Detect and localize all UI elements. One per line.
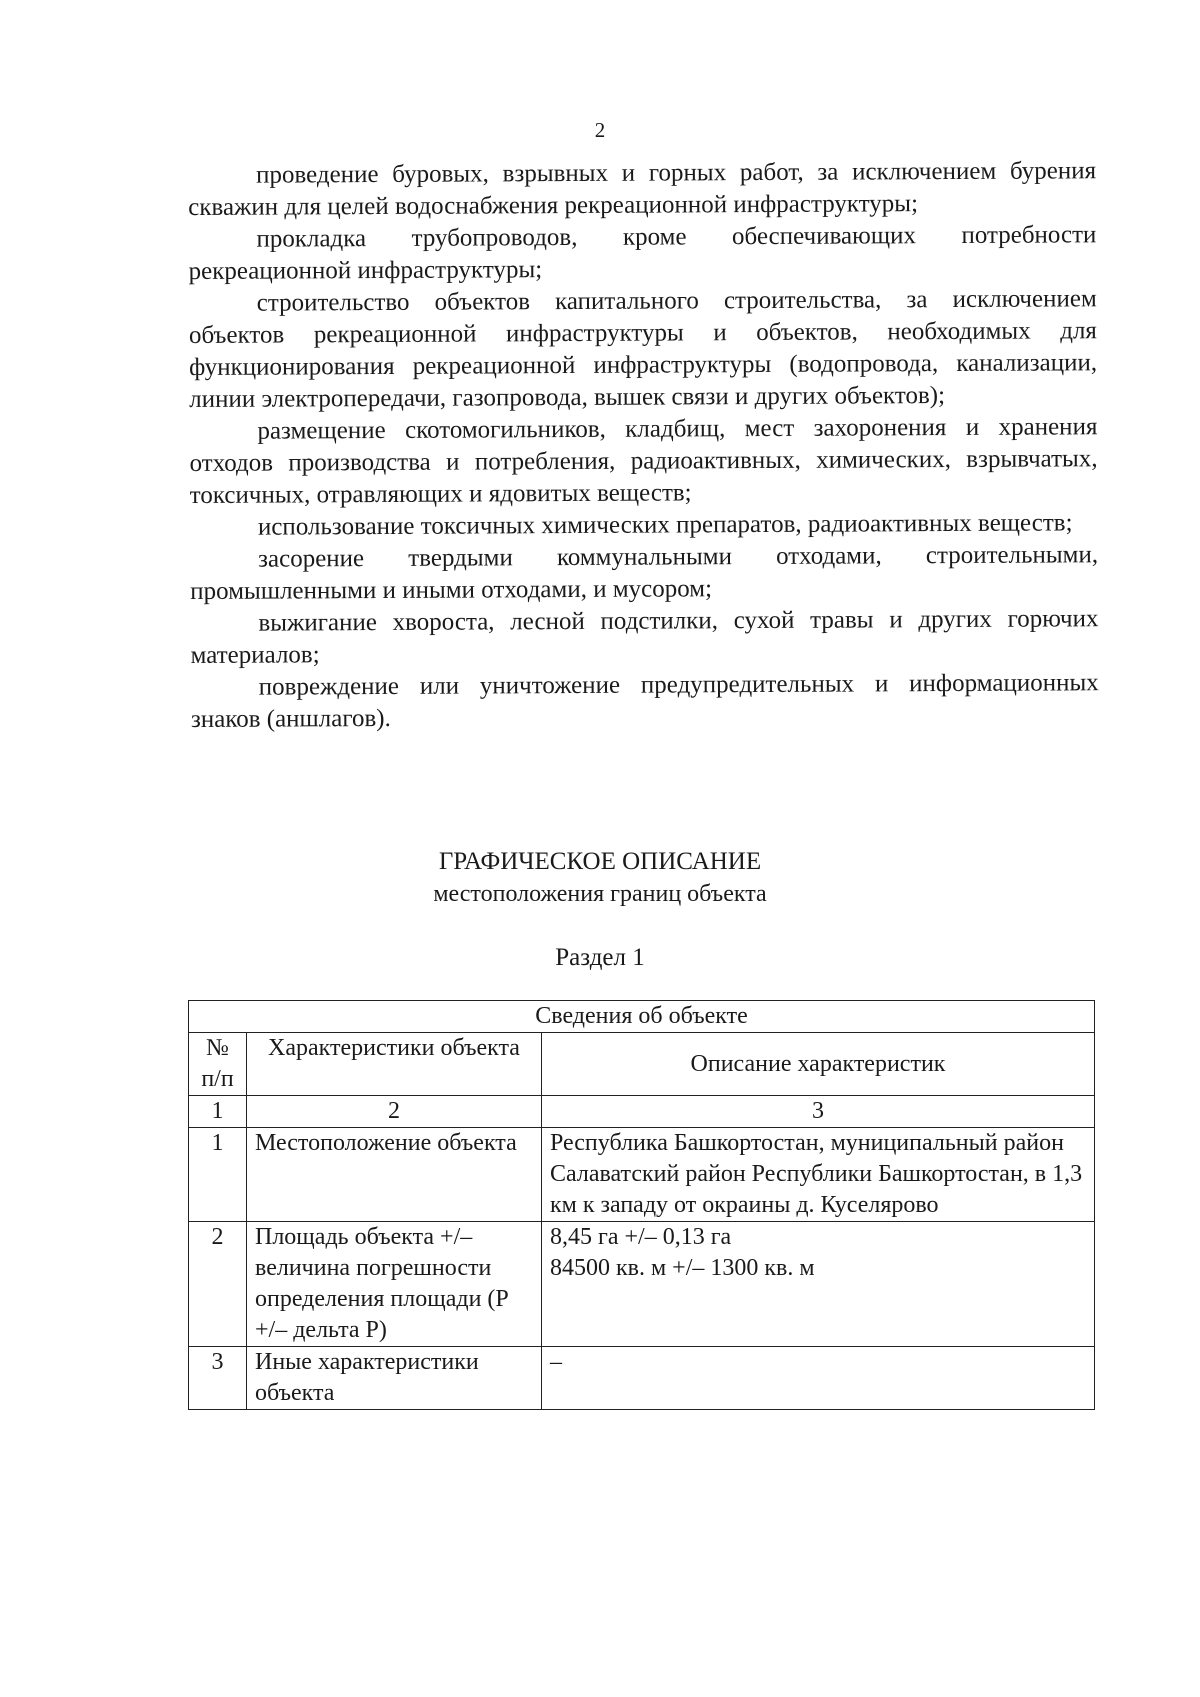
paragraph-littering: засорение твердыми коммунальными отходами, строительными, промышленными и иными отходами, и мусором; — [190, 541, 1099, 605]
header-description: Описание характеристик — [542, 1033, 1095, 1096]
row-description — [542, 1222, 1095, 1347]
row-no: 3 — [189, 1347, 247, 1410]
heading-title: ГРАФИЧЕСКОЕ ОПИСАНИЕ — [438, 848, 762, 875]
graphic-description-heading — [0, 846, 1200, 910]
column-number-3: 3 — [542, 1096, 1095, 1128]
row-description: Республика Башкортостан, муниципальный район Салаватский район Республики Башкортостан, в 1,3 км к западу от окраины д. Куселярово — [542, 1128, 1095, 1222]
table-header-row — [189, 1033, 1095, 1096]
row-no: 2 — [189, 1222, 247, 1347]
paragraph-pipelines: прокладка трубопроводов, кроме обеспечивающих потребности рекреационной инфраструктуры; — [188, 221, 1097, 285]
restrictions-list — [188, 155, 1099, 736]
paragraph-toxic-chemicals: использование токсичных химических препаратов, радиоактивных веществ; — [257, 509, 1073, 541]
table-row — [189, 1128, 1095, 1222]
paragraph-construction: строительство объектов капитального строительства, за исключением объектов рекреационной инфраструктуры и объектов, необходимых для функционирования рекреационной инфраструктуры (водопровода, канализации, линии электропередачи, газопровода, вышек связи и других объектов); — [188, 285, 1098, 413]
area-square-meters: 84500 кв. м +/– 1300 кв. м — [550, 1255, 815, 1281]
table-row — [189, 1222, 1095, 1347]
row-description: – — [542, 1347, 1095, 1410]
row-no: 1 — [189, 1128, 247, 1222]
object-info-table — [188, 1000, 1095, 1410]
column-number-row — [189, 1096, 1095, 1128]
paragraph-waste-placement: размещение скотомогильников, кладбищ, мест захоронения и хранения отходов производства и потребления, радиоактивных, химических, взрывчатых, токсичных, отравляющих и ядовитых веществ; — [189, 413, 1098, 509]
row-characteristic: Иные характеристики объекта — [247, 1347, 542, 1410]
table-caption-row — [189, 1001, 1095, 1033]
paragraph-burning: выжигание хвороста, лесной подстилки, сухой травы и других горючих материалов; — [190, 605, 1099, 669]
header-no: № п/п — [189, 1033, 247, 1096]
column-number-1: 1 — [189, 1096, 247, 1128]
paragraph-signs-damage: повреждение или уничтожение предупредительных и информационных знаков (аншлагов). — [190, 669, 1099, 733]
table-caption: Сведения об объекте — [189, 1001, 1095, 1033]
row-characteristic: Площадь объекта +/– величина погрешности определения площади (Р +/– дельта Р) — [247, 1222, 542, 1347]
header-characteristic: Характеристики объекта — [247, 1033, 542, 1096]
row-characteristic: Местоположение объекта — [247, 1128, 542, 1222]
heading-subtitle: местоположения границ объекта — [433, 881, 767, 907]
page-number: 2 — [594, 118, 606, 142]
area-hectares: 8,45 га +/– 0,13 га — [550, 1224, 732, 1250]
table-row — [189, 1347, 1095, 1410]
column-number-2: 2 — [247, 1096, 542, 1128]
paragraph-drilling: проведение буровых, взрывных и горных работ, за исключением бурения скважин для целей водоснабжения рекреационной инфраструктуры; — [188, 157, 1097, 221]
section-label: Раздел 1 — [555, 944, 645, 971]
